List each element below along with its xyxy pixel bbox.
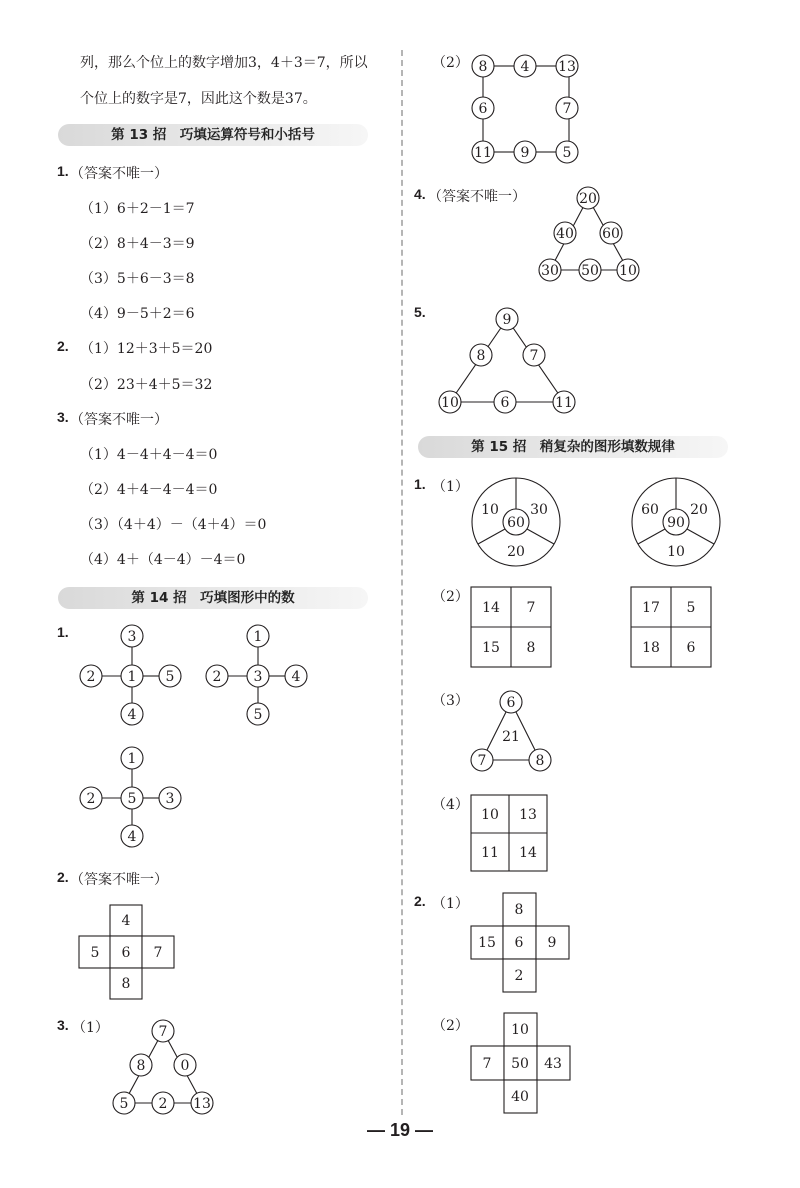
node-top: 9 — [502, 312, 512, 328]
q13-1-item: （2）8＋4－3＝9 — [80, 236, 195, 252]
node-mid-right: 7 — [562, 101, 572, 117]
node-bottom-right: 8 — [535, 753, 545, 769]
q13-2-number: 2. — [57, 338, 69, 354]
cell-left: 5 — [90, 945, 100, 961]
cell-top-right: 13 — [519, 807, 537, 823]
page-number: — 19 — — [366, 1120, 434, 1140]
cross-diagram-b — [196, 620, 316, 730]
node-bottom-left: 7 — [477, 753, 487, 769]
cell-top-left: 17 — [642, 600, 660, 616]
node-bottom-left: 11 — [474, 145, 492, 161]
cell-bottom: 40 — [511, 1089, 529, 1105]
node-mid-right: 0 — [180, 1058, 190, 1074]
q13-3-item: （2）4＋4－4－4＝0 — [80, 482, 218, 498]
triangle-center-value: 21 — [502, 729, 520, 745]
cell-top-right: 5 — [686, 600, 696, 616]
node-mid-left: 8 — [476, 348, 486, 364]
node-top-left: 8 — [478, 59, 488, 75]
node-bottom-mid: 9 — [520, 145, 530, 161]
node-left: 2 — [86, 791, 96, 807]
cell-center: 50 — [511, 1056, 529, 1072]
cell-bottom-left: 11 — [481, 845, 499, 861]
node-center: 3 — [253, 669, 263, 685]
cell-left: 15 — [478, 935, 496, 951]
node-mid-left: 6 — [478, 101, 488, 117]
node-top-mid: 4 — [520, 59, 530, 75]
node-top: 6 — [506, 695, 516, 711]
q13-3-item: （3）（4＋4）－（4＋4）＝0 — [80, 517, 267, 533]
wheel-right: 20 — [690, 502, 708, 518]
wheel-diagram-b — [628, 474, 724, 570]
node-top: 3 — [127, 629, 137, 645]
wheel-bottom: 10 — [667, 544, 685, 560]
node-bottom-mid: 2 — [158, 1096, 168, 1112]
cell-center: 6 — [121, 945, 131, 961]
q15-2-number: 2. — [414, 893, 426, 909]
node-left: 2 — [86, 669, 96, 685]
cell-top: 4 — [121, 913, 131, 929]
node-mid-left: 8 — [136, 1058, 146, 1074]
cell-bottom-left: 15 — [482, 640, 500, 656]
q14-2-number: 2. — [57, 869, 69, 885]
grid-cross-b — [470, 1012, 574, 1116]
q15-1-sub4: （4） — [432, 797, 469, 813]
node-bottom-right: 11 — [555, 395, 573, 411]
q13-1-number: 1. — [57, 163, 69, 179]
node-top: 20 — [579, 191, 597, 207]
node-mid-right: 60 — [602, 226, 620, 242]
node-bottom: 4 — [127, 707, 137, 723]
cell-bottom-right: 6 — [686, 640, 696, 656]
node-mid-right: 7 — [529, 348, 539, 364]
q15-1-sub1: （1） — [432, 479, 469, 495]
triangle-center-diagram — [466, 690, 556, 774]
grid-cross — [78, 902, 180, 1002]
intro-line-1: 列，那么个位上的数字增加3，4＋3＝7，所以 — [80, 55, 368, 71]
node-right: 4 — [291, 669, 301, 685]
q14-4-number: 4. — [414, 186, 426, 202]
cell-bottom: 2 — [514, 968, 524, 984]
q14-3-number: 3. — [57, 1017, 69, 1033]
section-14-title: 第 14 招 巧填图形中的数 — [58, 587, 368, 609]
node-bottom: 4 — [127, 829, 137, 845]
q13-1-note: （答案不唯一） — [70, 166, 168, 182]
q13-3-item: （1）4－4＋4－4＝0 — [80, 447, 218, 463]
wheel-center: 90 — [667, 515, 685, 531]
cell-left: 7 — [482, 1056, 492, 1072]
node-center: 5 — [127, 791, 137, 807]
node-bottom-left: 10 — [441, 395, 459, 411]
cell-right: 7 — [153, 945, 163, 961]
wheel-diagram-a — [468, 474, 564, 570]
grid-cross-a — [470, 892, 574, 994]
q13-2-item: （2）23＋4＋5＝32 — [80, 377, 213, 393]
cell-top: 10 — [511, 1022, 529, 1038]
q14-1-number: 1. — [57, 624, 69, 640]
q14-2-note: （答案不唯一） — [70, 872, 168, 888]
q13-3-number: 3. — [57, 409, 69, 425]
q13-1-item: （1）6＋2－1＝7 — [80, 201, 195, 217]
square-diagram — [466, 50, 586, 166]
node-bottom-left: 5 — [119, 1096, 129, 1112]
cell-right: 43 — [544, 1056, 562, 1072]
box-grid-b — [630, 586, 714, 670]
cell-center: 6 — [514, 935, 524, 951]
cross-diagram-c — [70, 742, 190, 852]
box-grid-a — [470, 586, 554, 670]
node-top: 1 — [253, 629, 263, 645]
q15-1-number: 1. — [414, 476, 426, 492]
triangle-diagram-3 — [434, 306, 580, 418]
box-grid-c — [470, 794, 554, 878]
q14-4-note: （答案不唯一） — [428, 189, 526, 205]
q13-1-item: （4）9－5＋2＝6 — [80, 306, 195, 322]
section-15-title: 第 15 招 稍复杂的图形填数规律 — [418, 436, 728, 458]
triangle-diagram-2 — [534, 186, 646, 286]
q13-1-item: （3）5＋6－3＝8 — [80, 271, 195, 287]
cell-bottom-right: 14 — [519, 845, 537, 861]
node-mid-left: 40 — [556, 226, 574, 242]
wheel-left: 60 — [641, 502, 659, 518]
q14-3-sub2: （2） — [432, 55, 469, 71]
cell-bottom: 8 — [121, 976, 131, 992]
section-13-title: 第 13 招 巧填运算符号和小括号 — [58, 124, 368, 146]
cell-bottom-left: 18 — [642, 640, 660, 656]
node-bottom-right: 10 — [619, 263, 637, 279]
q15-2-sub2: （2） — [432, 1018, 469, 1034]
triangle-diagram-1 — [108, 1016, 220, 1116]
node-left: 2 — [212, 669, 222, 685]
cell-top-left: 14 — [482, 600, 500, 616]
node-bottom-left: 30 — [541, 263, 559, 279]
q15-2-sub1: （1） — [432, 896, 469, 912]
cell-top: 8 — [514, 902, 524, 918]
node-bottom-mid: 6 — [500, 395, 510, 411]
cell-top-right: 7 — [526, 600, 536, 616]
cell-bottom-right: 8 — [526, 640, 536, 656]
column-divider — [401, 50, 403, 1115]
q13-3-note: （答案不唯一） — [70, 412, 168, 428]
node-bottom-mid: 50 — [581, 263, 599, 279]
node-top: 1 — [127, 751, 137, 767]
q13-3-item: （4）4＋（4－4）－4＝0 — [80, 552, 246, 568]
q15-1-sub3: （3） — [432, 693, 469, 709]
node-bottom: 5 — [253, 707, 263, 723]
wheel-bottom: 20 — [507, 544, 525, 560]
node-right: 3 — [165, 791, 175, 807]
node-bottom-right: 13 — [193, 1096, 211, 1112]
node-top: 7 — [158, 1024, 168, 1040]
intro-line-2: 个位上的数字是7，因此这个数是37。 — [80, 91, 317, 107]
q15-1-sub2: （2） — [432, 589, 469, 605]
wheel-left: 10 — [481, 502, 499, 518]
wheel-right: 30 — [530, 502, 548, 518]
cross-diagram-a — [70, 620, 190, 730]
wheel-center: 60 — [507, 515, 525, 531]
cell-top-left: 10 — [481, 807, 499, 823]
q13-2-item: （1）12＋3＋5＝20 — [80, 341, 213, 357]
node-top-right: 13 — [558, 59, 576, 75]
node-center: 1 — [127, 669, 137, 685]
q14-3-sub1: （1） — [72, 1020, 109, 1036]
node-bottom-right: 5 — [562, 145, 572, 161]
cell-right: 9 — [547, 935, 557, 951]
node-right: 5 — [165, 669, 175, 685]
q14-5-number: 5. — [414, 304, 426, 320]
